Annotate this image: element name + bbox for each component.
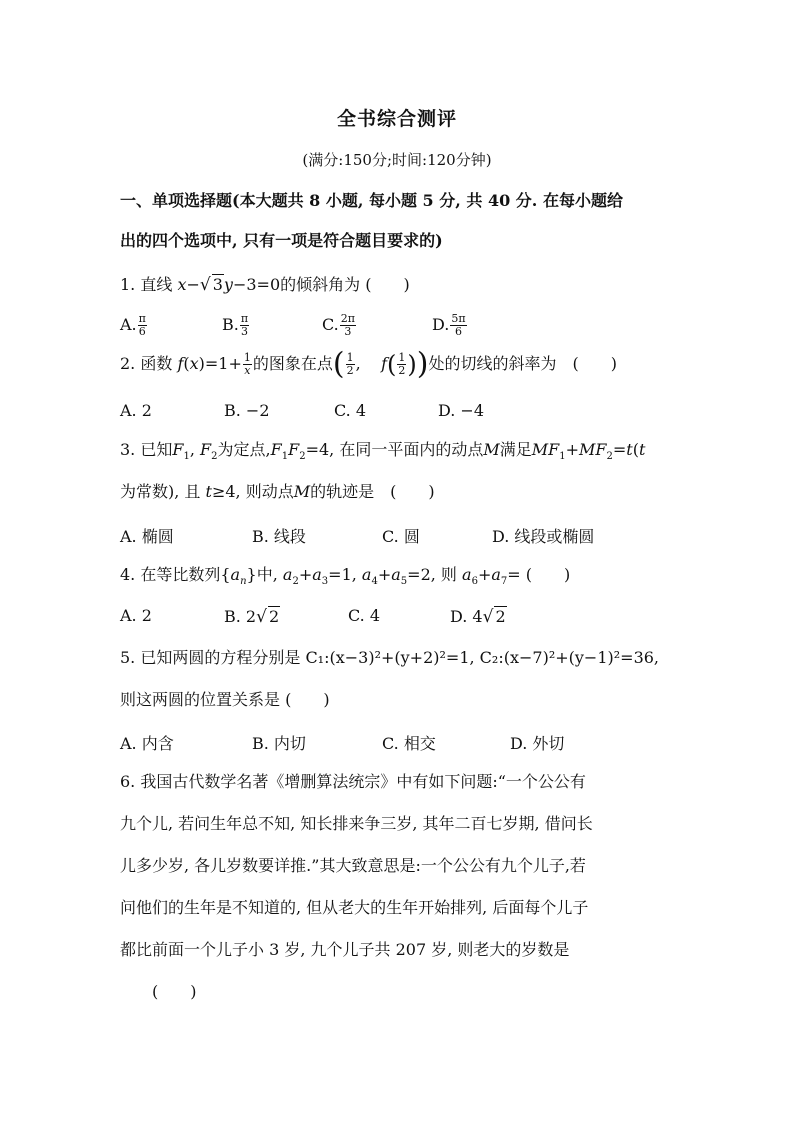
q3-option-c: C. 圆 (382, 527, 420, 546)
q2-option-c: C. 4 (334, 401, 367, 420)
question-6-line3: 儿多少岁, 各儿岁数要详推.”其大致意思是:一个公公有九个儿子,若 (120, 856, 586, 875)
q3-option-d: D. 线段或椭圆 (492, 527, 595, 546)
q4-option-a: A. 2 (120, 606, 152, 625)
q5-option-b: B. 内切 (252, 734, 306, 753)
q5-option-d: D. 外切 (510, 734, 565, 753)
question-5-line1: 5. 已知两圆的方程分别是 C₁:(x−3)²+(y+2)²=1, C₂:(x−7)²+(y−1)²=36, (120, 648, 660, 667)
q4-option-d: D. 4√ 2 (450, 607, 506, 627)
question-6-line5: 都比前面一个儿子小 3 岁, 九个儿子共 207 岁, 则老大的岁数是 (120, 940, 570, 959)
section-heading-line2: 出的四个选项中, 只有一项是符合题目要求的) (120, 231, 443, 250)
q4-option-b: B. 2√ 2 (224, 607, 280, 627)
question-3-line2: 为常数), 且 t≥4, 则动点M的轨迹是 ( ) (120, 482, 435, 501)
question-6-line4: 问他们的生年是不知道的, 但从老大的生年开始排列, 后面每个儿子 (120, 898, 589, 917)
question-2-options (120, 401, 690, 431)
question-5-options (120, 731, 690, 761)
q2-option-b: B. −2 (224, 401, 270, 420)
q3-option-b: B. 线段 (252, 527, 306, 546)
q1-option-a: A. $\frac{\pi}{6}$ (120, 312, 146, 338)
q3-option-a: A. 椭圆 (120, 527, 174, 546)
page-subtitle: (满分:150分;时间:120分钟) (302, 151, 492, 169)
section-heading-line1: 一、单项选择题(本大题共 8 小题, 每小题 5 分, 共 40 分. 在每小题给 (120, 191, 623, 210)
q4-option-c: C. 4 (348, 606, 381, 625)
question-6-line6: ( ) (152, 982, 197, 1001)
q5-option-c: C. 相交 (382, 734, 436, 753)
q2-option-a: A. 2 (120, 401, 152, 420)
page-title: 全书综合测评 (336, 108, 457, 130)
question-6-line1: 6. 我国古代数学名著《增删算法统宗》中有如下问题:“一个公公有 (120, 772, 586, 791)
q1-option-c: C. $\frac{2\pi}{3}$ (322, 312, 355, 338)
q2-option-d: D. −4 (438, 401, 485, 420)
q5-option-a: A. 内含 (120, 734, 174, 753)
question-6-line2: 九个儿, 若问生年总不知, 知长排来争三岁, 其年二百七岁期, 借问长 (120, 814, 593, 833)
question-4-stem: 4. 在等比数列$\{a_n\}$中, $a_2+a_3=1$, $a_4+a_5=2$, 则 $a_6+a_7=$ ( ) (120, 565, 571, 588)
question-5-line2: 则这两圆的位置关系是 ( ) (120, 690, 330, 709)
q1-option-b: B. $\frac{\pi}{3}$ (222, 312, 249, 338)
question-1-stem: 1. 直线 x−√ 3y−3=0的倾斜角为 ( ) (120, 275, 410, 295)
q1-option-d: D. $\frac{5\pi}{6}$ (432, 312, 466, 338)
question-3-line1: 3. 已知$F_1$, $F_2$为定点$,F_1F_2=4$, 在同一平面内的动点M满足$MF_1+MF_2=t(t$ (120, 440, 646, 463)
question-3-options (120, 524, 690, 554)
question-4-options (120, 606, 690, 636)
question-1-options (120, 313, 690, 343)
question-2-stem: 2. 函数 f(x)=1+ $\frac{1}{x}$ 的图象在点( $\frac{1}{2}$ , f( $\frac{1}{2}$ ))处的切线的斜率为 ( ) (120, 346, 617, 382)
